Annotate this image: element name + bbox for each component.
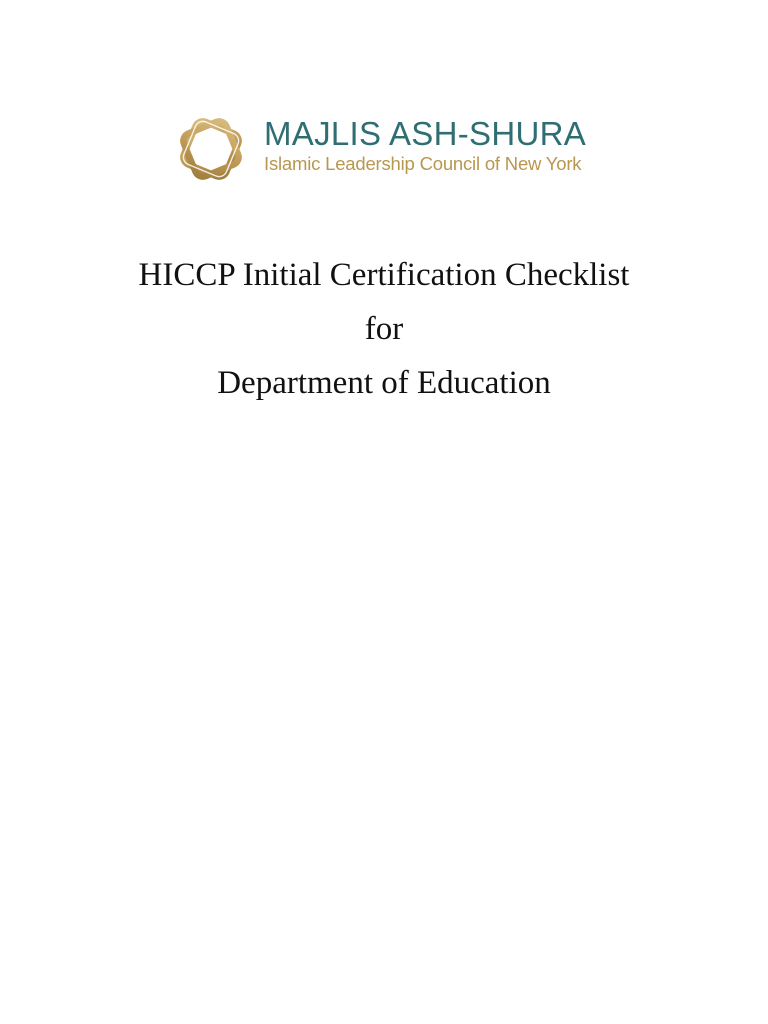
title-line: Department of Education	[217, 365, 551, 401]
title-line: for	[364, 311, 404, 347]
title-line: HICCP Initial Certification Checklist	[138, 257, 630, 293]
document-title	[0, 248, 768, 410]
organization-logo	[166, 104, 606, 196]
organization-tagline: Islamic Leadership Council of New York	[264, 153, 582, 174]
organization-name: MAJLIS ASH-SHURA	[264, 115, 587, 152]
logo-wordmark	[264, 116, 586, 175]
gold-interlaced-octagram-icon	[166, 104, 256, 194]
